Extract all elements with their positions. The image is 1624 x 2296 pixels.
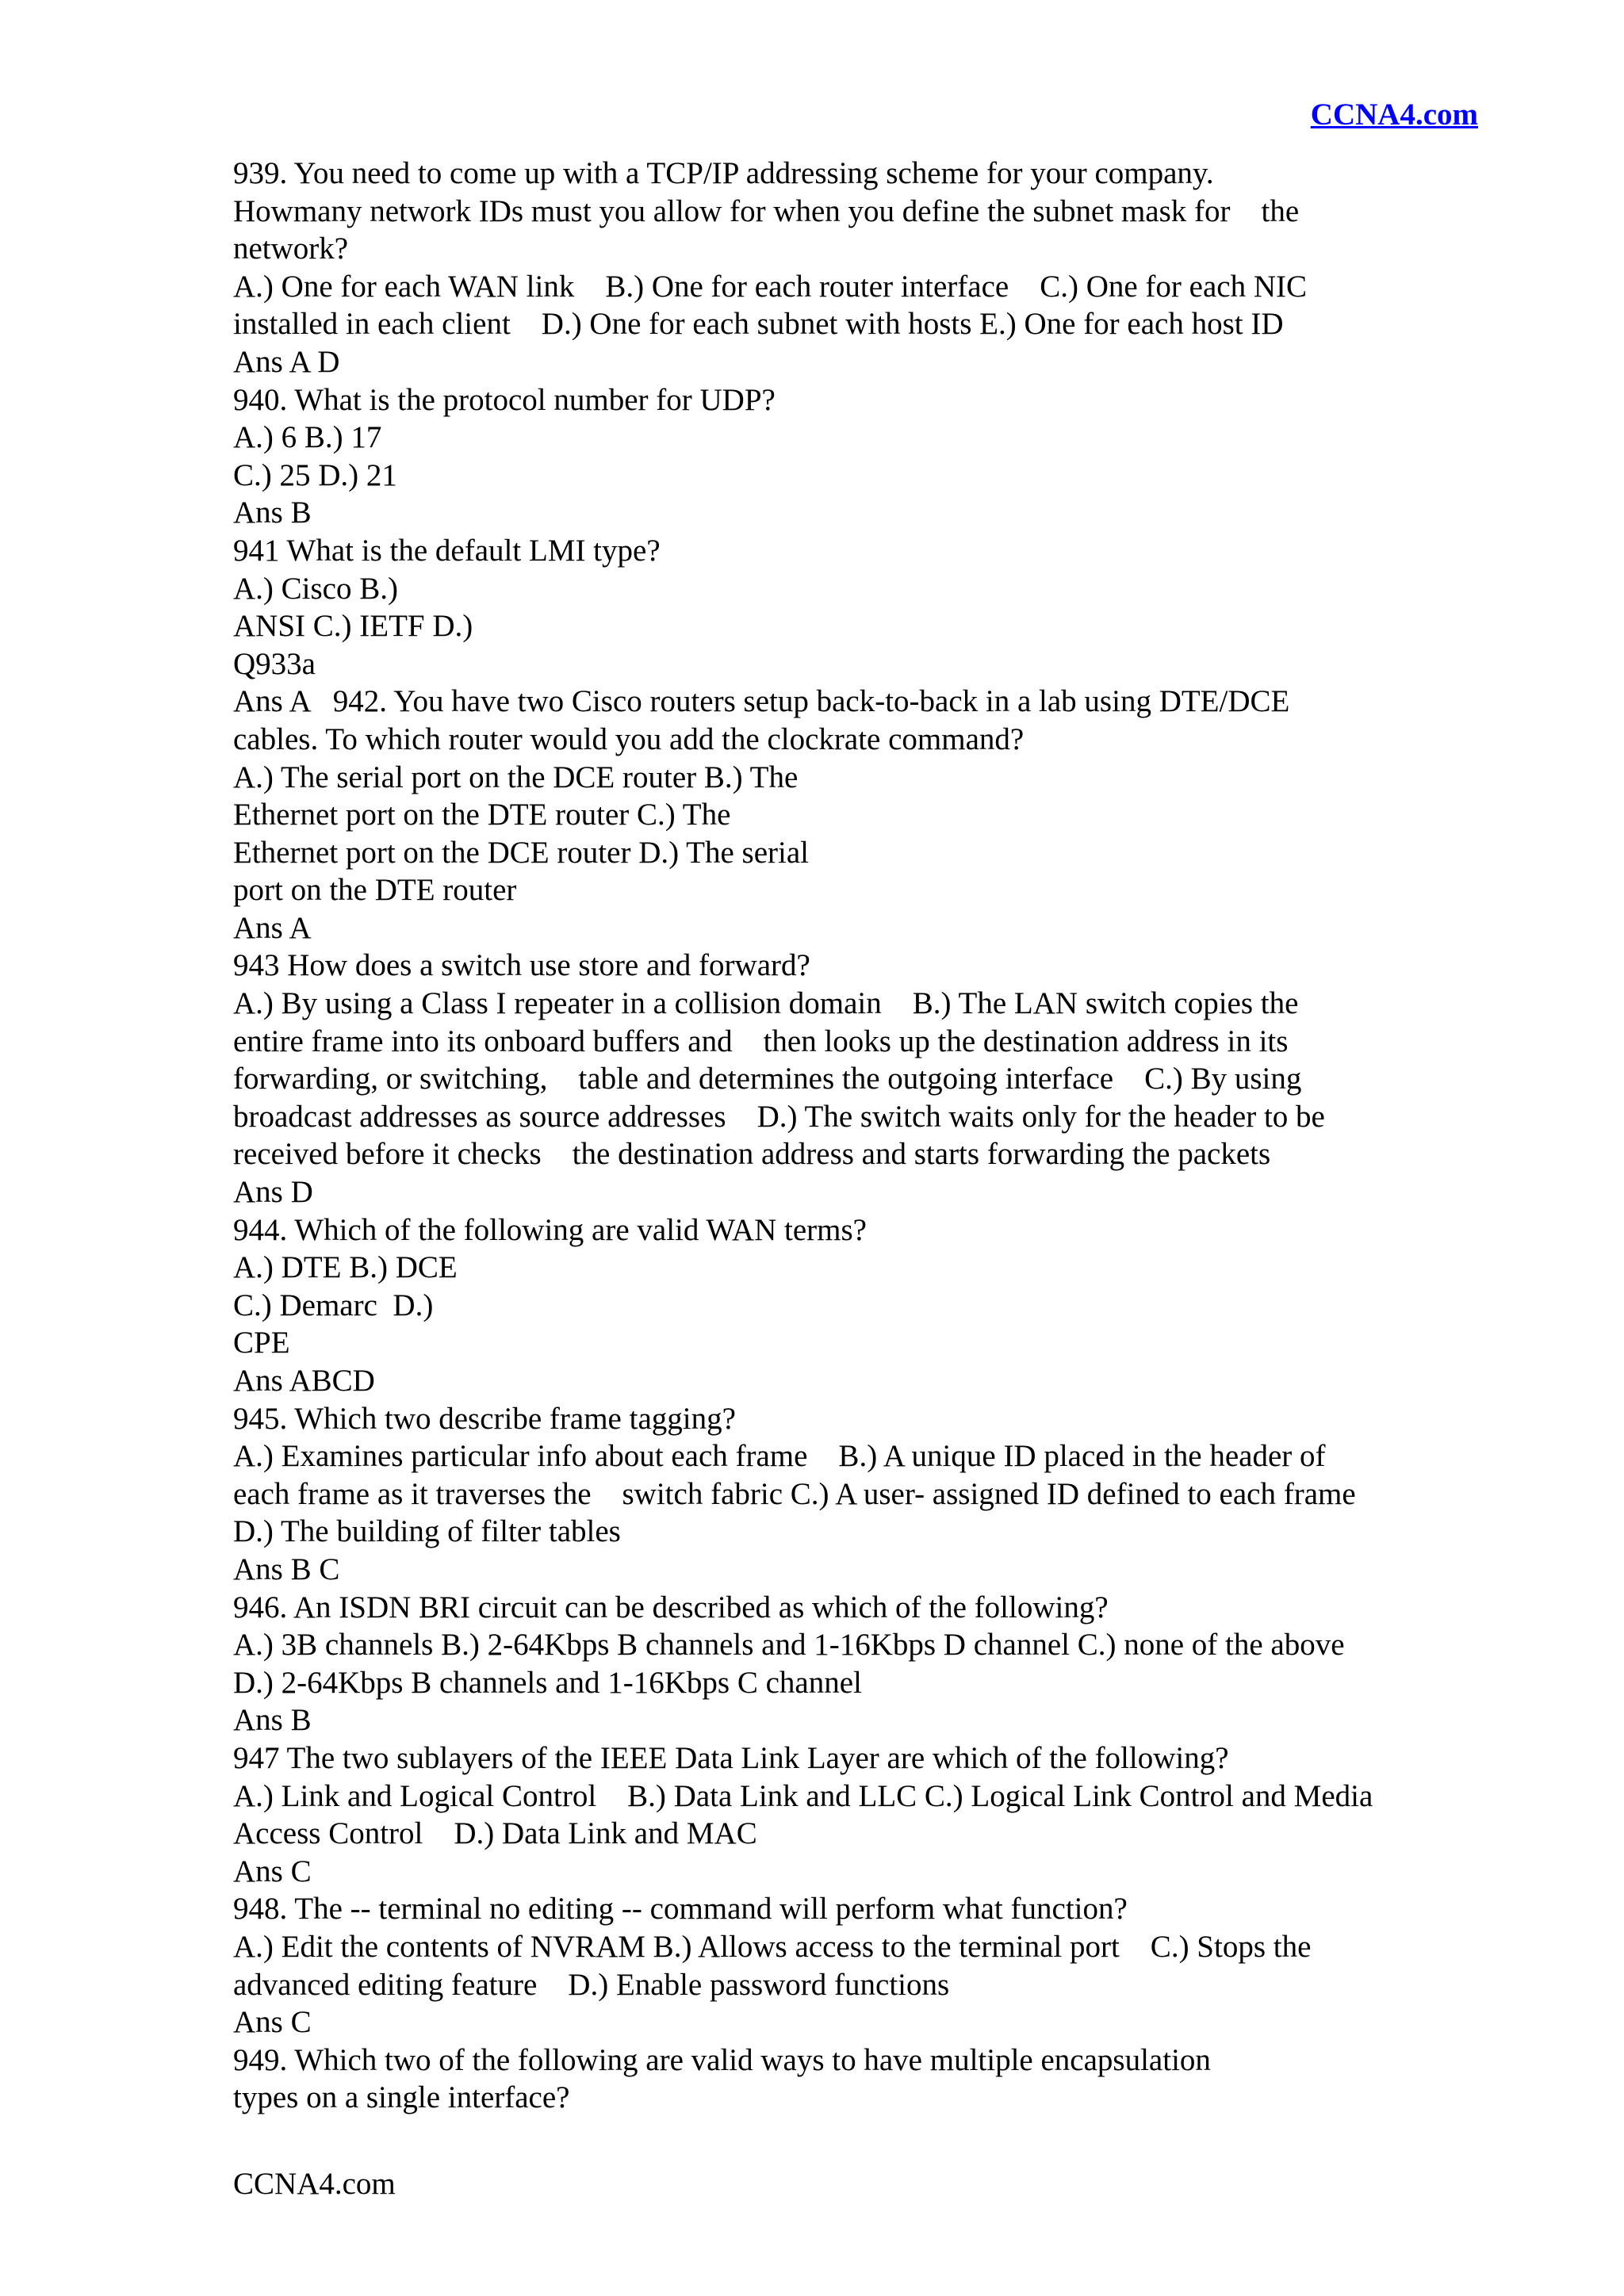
text-line: Ans ABCD	[233, 1364, 375, 1398]
text-line: A.) Link and Logical Control B.) Data Link and LLC C.) Logical Link Control and Media	[233, 1778, 1373, 1813]
text-line: Ans D	[233, 1175, 313, 1210]
text-line: entire frame into its onboard buffers and then looks up the destination address in its	[233, 1024, 1289, 1058]
site-link[interactable]: CCNA4.com	[1310, 98, 1478, 132]
text-line: Ethernet port on the DCE router D.) The serial	[233, 835, 809, 870]
text-line: A.) By using a Class I repeater in a collision domain B.) The LAN switch copies the	[233, 986, 1299, 1021]
text-line: 948. The -- terminal no editing -- command will perform what function?	[233, 1892, 1128, 1927]
text-line: 941 What is the default LMI type?	[233, 533, 661, 568]
text-line: Ans B C	[233, 1552, 340, 1586]
text-line: network?	[233, 232, 349, 266]
text-line: A.) 6 B.) 17	[233, 420, 382, 455]
text-line: 945. Which two describe frame tagging?	[233, 1401, 736, 1436]
text-line: C.) Demarc D.)	[233, 1288, 434, 1322]
text-line: port on the DTE router	[233, 873, 517, 908]
text-line: A.) Examines particular info about each frame B.) A unique ID placed in the header of	[233, 1439, 1326, 1474]
text-line: types on a single interface?	[233, 2080, 570, 2115]
text-line: CPE	[233, 1326, 290, 1360]
text-line: Ans B	[233, 1703, 312, 1738]
text-line: Ans C	[233, 2005, 312, 2040]
text-line: Howmany network IDs must you allow for when you define the subnet mask for the	[233, 193, 1300, 228]
text-line: 939. You need to come up with a TCP/IP addressing scheme for your company.	[233, 156, 1214, 190]
text-line: 946. An ISDN BRI circuit can be described as which of the following?	[233, 1590, 1109, 1624]
text-line: Ans C	[233, 1854, 312, 1888]
text-line: Q933a	[233, 646, 316, 681]
text-line: each frame as it traverses the switch fabric C.) A user- assigned ID defined to each frame	[233, 1476, 1356, 1511]
text-line: Ans A D	[233, 344, 340, 379]
text-line: A.) The serial port on the DCE router B.) The	[233, 760, 799, 794]
text-line: 940. What is the protocol number for UDP?	[233, 382, 776, 417]
text-line: Ans B	[233, 496, 312, 530]
text-line: Access Control D.) Data Link and MAC	[233, 1816, 757, 1851]
text-line: D.) The building of filter tables	[233, 1514, 621, 1549]
text-line: A.) Cisco B.)	[233, 571, 398, 606]
text-line: D.) 2-64Kbps B channels and 1-16Kbps C channel	[233, 1665, 862, 1700]
text-line: cables. To which router would you add the clockrate command?	[233, 721, 1025, 756]
text-line: broadcast addresses as source addresses D.) The switch waits only for the header to be	[233, 1099, 1325, 1134]
text-line: A.) One for each WAN link B.) One for each router interface C.) One for each NIC	[233, 269, 1307, 304]
text-line: Ans A 942. You have two Cisco routers setup back-to-back in a lab using DTE/DCE	[233, 684, 1290, 719]
text-line: ANSI C.) IETF D.)	[233, 609, 473, 644]
text-line: 947 The two sublayers of the IEEE Data Link Layer are which of the following?	[233, 1740, 1229, 1775]
text-line: 949. Which two of the following are valid ways to have multiple encapsulation	[233, 2042, 1211, 2077]
document-body	[233, 155, 1534, 2117]
text-line: A.) 3B channels B.) 2-64Kbps B channels and 1-16Kbps D channel C.) none of the above	[233, 1628, 1345, 1663]
page-footer: CCNA4.com	[233, 2167, 396, 2201]
text-line: 943 How does a switch use store and forward?	[233, 948, 810, 983]
text-line: installed in each client D.) One for each subnet with hosts E.) One for each host ID	[233, 307, 1284, 342]
text-line: A.) DTE B.) DCE	[233, 1250, 458, 1285]
text-line: Ans A	[233, 910, 312, 945]
text-line: received before it checks the destination address and starts forwarding the packets	[233, 1137, 1271, 1172]
text-line: advanced editing feature D.) Enable password functions	[233, 1967, 950, 2002]
text-line: forwarding, or switching, table and determines the outgoing interface C.) By using	[233, 1062, 1302, 1096]
text-line: C.) 25 D.) 21	[233, 457, 397, 492]
text-line: Ethernet port on the DTE router C.) The	[233, 798, 731, 832]
text-line: A.) Edit the contents of NVRAM B.) Allows access to the terminal port C.) Stops the	[233, 1929, 1312, 1964]
text-line: 944. Which of the following are valid WAN terms?	[233, 1212, 867, 1247]
